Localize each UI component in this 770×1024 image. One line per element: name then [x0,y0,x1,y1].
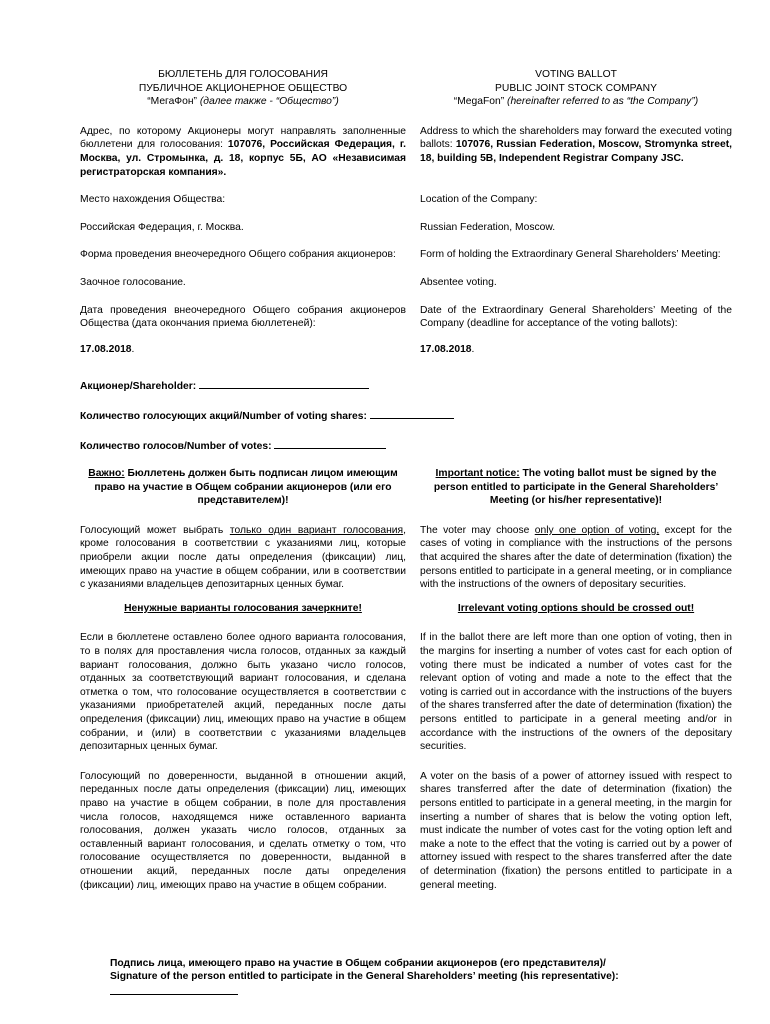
form-label-row [80,248,732,262]
company-name-ru: “МегаФон” (далее также - “Общество”) [147,96,339,108]
ballot-page [80,68,732,892]
company-name-en: “MegaFon” (hereinafter referred to as “the Company”) [453,96,699,108]
form-value-ru: Заочное голосование. [80,276,186,288]
form-value-row [80,276,732,290]
proxy-en: A voter on the basis of a power of attorney issued with respect to shares transferred after the date of determination (fixation) the persons entitled to participate in a general meeting, in the margin for inserting a number of shares that is below the voting option left, must indicate the number of votes cast for the voting option left and make a note to the effect that the voting is carried out by a power of attorney issued with respect to the shares transferred after the date of determination (fixation) the persons entitled to participate in a general meeting. [420,770,732,891]
date-value-en: 17.08.2018. [420,343,475,355]
multi-ru: Если в бюллетене оставлено более одного варианта голосования, то в полях для проставления числа голосов, отданных за каждый вариант голосования, должно быть указано число голосов, отданных за соответствующий вариант голосования, и сделана отметка о том, что голосование осуществляется в соответствии с указаниями приобретателей акций, переданных после даты определения (фиксации) лиц, имеющих право на участие в общем собрании, и (или) в соответствии с указаниями владельцев депозитарных ценных бумаг. [80,632,406,753]
date-label-ru: Дата проведения внеочередного Общего собрания акционеров Общества (дата окончания приема бюллетеней): [80,304,406,330]
date-value-ru: 17.08.2018. [80,343,135,355]
notice-en: Important notice: The voting ballot must be signed by the person entitled to participate in the General Shareholders’ Meeting (or his/her representative)! [433,468,719,507]
signature-line-row[interactable] [110,970,730,999]
date-value-row [80,343,732,357]
location-label-en: Location of the Company: [420,194,538,206]
votes-blank[interactable] [274,438,386,449]
voting-shares-blank[interactable] [370,408,454,419]
proxy-ru: Голосующий по доверенности, выданной в отношении акций, переданных после даты определения (фиксации) лиц, имеющих право на участие в общем собрании, в поле для проставления числа голосов, находящемся ниже оставленного варианта голосования, должен указать число голосов, отданных за оставленный вариант голосования, и сделать отметку о том, что голосование осуществляется по доверенности, выданной в отношении акций, переданных после даты определения (фиксации) лиц, имеющих право на участие в общем собрании. [80,770,406,891]
form-label-en: Form of holding the Extraordinary General Shareholders’ Meeting: [420,249,721,261]
address-ru: Адрес, по которому Акционеры могут направлять заполненные бюллетени для голосования: 107076, Российская Федерация, г. Москва, ул. Стромынка, д. 18, корпус 5Б, АО «Независимая регистраторская компания». [80,125,406,178]
date-label-en: Date of the Extraordinary General Shareholders’ Meeting of the Company (deadline for acceptance of the voting ballots): [420,304,732,330]
votes-label: Количество голосов/Number of votes: [80,440,272,452]
proxy-section [80,770,732,892]
address-en: Address to which the shareholders may forward the executed voting ballots: 107076, Russian Federation, Moscow, Stromynka street, 18, building 5B, Independent Registrar Company JSC. [420,125,732,164]
company-type-en: PUBLIC JOINT STOCK COMPANY [495,82,657,94]
title-en: VOTING BALLOT [535,69,617,80]
voting-shares-field[interactable] [80,408,732,424]
notice-section [80,467,732,508]
header-en [420,68,732,109]
signature-section [110,957,730,999]
location-label-row [80,193,732,207]
signature-label-en: Signature of the person entitled to participate in the General Shareholders’ meeting (his representative): [110,971,619,983]
crossout-section [80,602,732,616]
form-value-en: Absentee voting. [420,276,497,288]
shareholder-blank[interactable] [199,378,369,389]
form-label-ru: Форма проведения внеочередного Общего собрания акционеров: [80,249,396,261]
location-value-row [80,221,732,235]
choice-en: The voter may choose only one option of voting, except for the cases of voting in compliance with the instructions of the persons that acquired the shares after the date of determination (fixation) the persons entitled to participate in a general meeting, or in compliance with the instructions of the owners of depositary securities. [420,524,732,591]
multi-section [80,631,732,753]
address-section [80,125,732,179]
shareholder-label: Акционер/Shareholder: [80,381,197,393]
signature-blank[interactable] [110,984,238,995]
voting-shares-label: Количество голосующих акций/Number of voting shares: [80,410,367,422]
header [80,68,732,109]
choice-section [80,524,732,592]
date-label-row [80,304,732,331]
choice-ru: Голосующий может выбрать только один вариант голосования, кроме голосования в соответствии с указаниями лиц, которые приобрели акции после даты определения (фиксации) лиц, имеющих право на участие в общем собрании, или в соответствии с указаниями владельцев депозитарных ценных бумаг. [80,524,406,591]
title-ru: БЮЛЛЕТЕНЬ ДЛЯ ГОЛОСОВАНИЯ [158,69,328,80]
crossout-ru: Ненужные варианты голосования зачеркните! [124,602,362,614]
signature-label-ru: Подпись лица, имеющего право на участие в Общем собрании акционеров (его представителя)/ [110,958,606,969]
location-value-en: Russian Federation, Moscow. [420,221,556,233]
notice-ru: Важно: Бюллетень должен быть подписан лицом имеющим право на участие в Общем собрании акционеров (или его представителем)! [88,468,398,507]
location-label-ru: Место нахождения Общества: [80,194,226,206]
header-ru [80,68,406,109]
shareholder-field[interactable] [80,378,732,394]
votes-field[interactable] [80,438,732,454]
location-value-ru: Российская Федерация, г. Москва. [80,221,244,233]
multi-en: If in the ballot there are left more than one option of voting, then in the margins for inserting a number of votes cast for each option of voting there must be indicated a number of votes cast for the relevant option of voting and made a note to the effect that the voting is carried out in accordance with the instructions of the buyers of the shares transferred after the date of determination (fixation) the persons entitled to participate in a general meeting and/or in accordance with the instructions of the owners of the depositary securities. [420,632,732,753]
crossout-en: Irrelevant voting options should be crossed out! [457,602,695,614]
company-type-ru: ПУБЛИЧНОЕ АКЦИОНЕРНОЕ ОБЩЕСТВО [138,82,348,94]
